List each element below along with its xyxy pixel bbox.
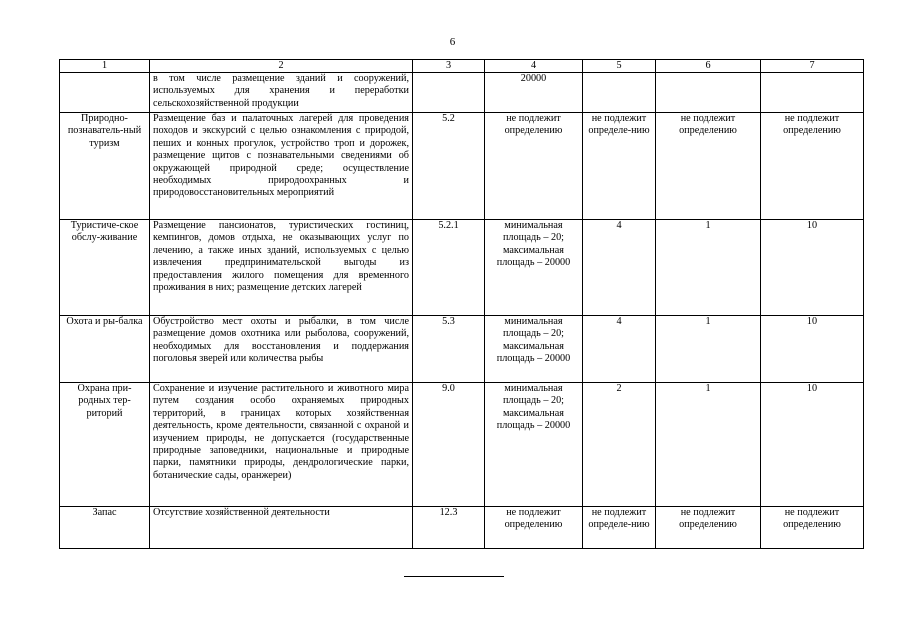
use-type-name: Туристиче-ское обслу-живание — [60, 220, 150, 316]
column-header: 7 — [761, 60, 864, 73]
column-header: 3 — [413, 60, 485, 73]
column-6-cell — [656, 73, 761, 113]
column-7-cell: 10 — [761, 383, 864, 507]
column-7-cell: 10 — [761, 220, 864, 316]
column-7-cell: 10 — [761, 316, 864, 383]
column-7-cell — [761, 73, 864, 113]
column-5-cell: 4 — [583, 316, 656, 383]
column-5-cell — [583, 73, 656, 113]
use-type-name: Запас — [60, 507, 150, 549]
column-7-cell: не подлежит определению — [761, 113, 864, 220]
column-5-cell: 2 — [583, 383, 656, 507]
use-type-code: 5.2.1 — [413, 220, 485, 316]
use-type-description: Размещение пансионатов, туристических гостиниц, кемпингов, домов отдыха, не оказывающих услуг по лечению, а также иных зданий, используемых с целью извлечения предпринимательской выгоды из предоставления жилого помещения для временного проживания в них; размещение детских лагерей — [150, 220, 413, 316]
column-header: 6 — [656, 60, 761, 73]
use-type-name: Охрана при-родных тер-риторий — [60, 383, 150, 507]
column-5-cell: 4 — [583, 220, 656, 316]
use-type-code — [413, 73, 485, 113]
page-number: 6 — [449, 36, 456, 48]
column-6-cell: 1 — [656, 383, 761, 507]
use-type-description: Размещение баз и палаточных лагерей для проведения походов и экскурсий с целью ознакомления с природой, пеших и конных прогулок, устройство троп и дорожек, размещение щитов с познавательными сведениями об окружающей природной среде; осуществление необходимых природоохранных и природовосстановительных мероприятий — [150, 113, 413, 220]
plot-area-cell: не подлежит определению — [485, 113, 583, 220]
use-type-code: 12.3 — [413, 507, 485, 549]
table-row — [60, 383, 864, 507]
column-6-cell: 1 — [656, 220, 761, 316]
table-row — [60, 73, 864, 113]
column-header: 1 — [60, 60, 150, 73]
column-6-cell: не подлежит определению — [656, 507, 761, 549]
use-type-code: 5.2 — [413, 113, 485, 220]
plot-area-cell: минимальная площадь – 20; максимальная площадь – 20000 — [485, 316, 583, 383]
column-header: 4 — [485, 60, 583, 73]
use-type-name: Природно-познаватель-ный туризм — [60, 113, 150, 220]
table-row — [60, 220, 864, 316]
use-type-description: Обустройство мест охоты и рыбалки, в том числе размещение домов охотника или рыболова, сооружений, необходимых для восстановления и поддержания поголовья зверей или количества рыбы — [150, 316, 413, 383]
use-type-code: 5.3 — [413, 316, 485, 383]
column-header: 5 — [583, 60, 656, 73]
use-type-name — [60, 73, 150, 113]
table-row — [60, 316, 864, 383]
use-type-name: Охота и ры-балка — [60, 316, 150, 383]
plot-area-cell: не подлежит определению — [485, 507, 583, 549]
column-6-cell: не подлежит определению — [656, 113, 761, 220]
plot-area-cell: минимальная площадь – 20; максимальная площадь – 20000 — [485, 220, 583, 316]
use-type-description: Отсутствие хозяйственной деятельности — [150, 507, 413, 549]
footnote-separator — [404, 576, 504, 577]
column-7-cell: не подлежит определению — [761, 507, 864, 549]
use-type-code: 9.0 — [413, 383, 485, 507]
plot-area-cell: 20000 — [485, 73, 583, 113]
land-use-table — [59, 59, 864, 549]
column-5-cell: не подлежит определе-нию — [583, 507, 656, 549]
table-row — [60, 113, 864, 220]
column-header: 2 — [150, 60, 413, 73]
use-type-description: Сохранение и изучение растительного и животного мира путем создания особо охраняемых природных территорий, в границах которых хозяйственная деятельность, кроме деятельности, связанной с охраной и изучением природы, не допускается (государственные природные заповедники, национальные и природные парки, памятники природы, дендрологические парки, ботанические сады, оранжереи) — [150, 383, 413, 507]
plot-area-cell: минимальная площадь – 20; максимальная площадь – 20000 — [485, 383, 583, 507]
column-5-cell: не подлежит определе-нию — [583, 113, 656, 220]
column-6-cell: 1 — [656, 316, 761, 383]
use-type-description: в том числе размещение зданий и сооружений, используемых для хранения и переработки сельскохозяйственной продукции — [150, 73, 413, 113]
table-header-row — [60, 60, 864, 73]
table-row — [60, 507, 864, 549]
